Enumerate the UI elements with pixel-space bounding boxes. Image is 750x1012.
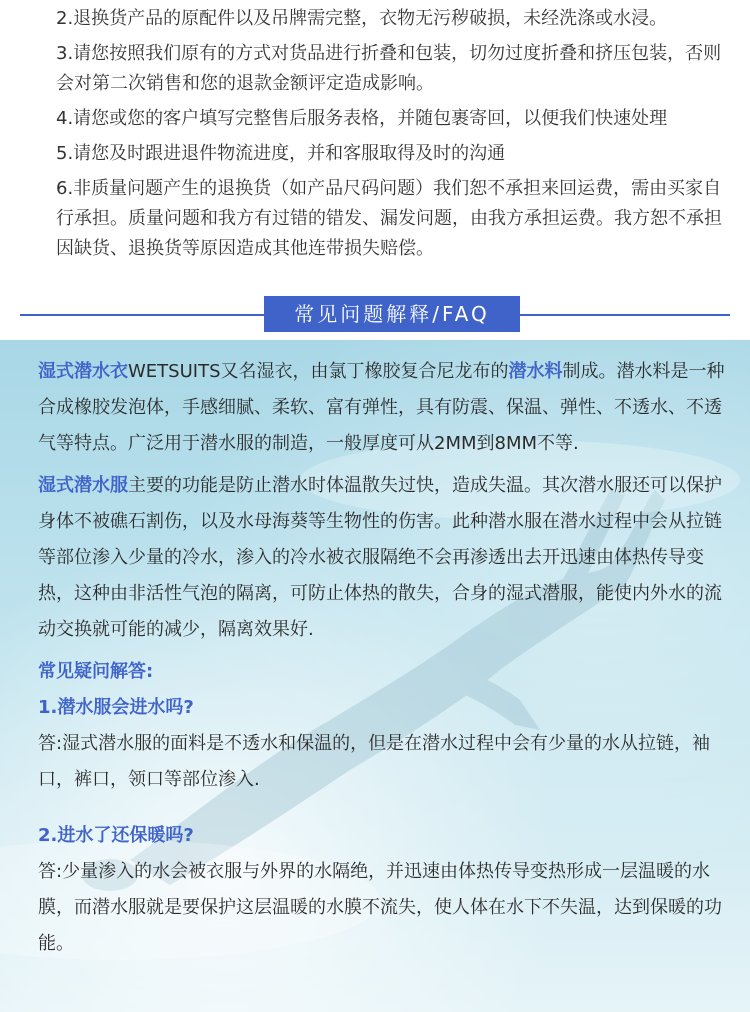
policy-item: 5.请您及时跟进退件物流进度，并和客服取得及时的沟通 [56, 143, 506, 164]
faq-section [0, 340, 750, 1012]
question-2: 2.进水了还保暖吗? [38, 825, 194, 846]
policy-item: 6.非质量问题产生的退换货（如产品尺码问题）我们恕不承担来回运费，需由买家自行承担。质量问题和我方有过错的错发、漏发问题，由我方承担运费。我方恕不承担因缺货、退换货等原因造成其他连带损失赔偿。 [56, 178, 722, 259]
faq-paragraph-wetsuit [38, 354, 728, 462]
policy-item: 4.请您或您的客户填写完整售后服务表格，并随包裹寄回，以便我们快速处理 [56, 108, 668, 129]
policy-section [0, 0, 750, 340]
policy-item: 3.请您按照我们原有的方式对货品进行折叠和包装，切勿过度折叠和挤压包装，否则会对第二次销售和您的退款金额评定造成影响。 [56, 43, 722, 94]
paragraph-text: 制成。潜水料是一种合成橡胶发泡体，手感细腻、柔软、富有弹性，具有防震、保温、弹性、不透水、不透气等特点。广泛用于潜水服的制造，一般厚度可从2MM到8MM不等. [38, 361, 725, 454]
faq-content [38, 354, 728, 968]
paragraph-text: 主要的功能是防止潜水时体温散失过快，造成失温。其次潜水服还可以保护身体不被礁石割伤，以及水母海葵等生物性的伤害。此种潜水服在潜水过程中会从拉链等部位渗入少量的冷水，渗入的冷水被衣服隔绝不会再渗透出去开迅速由体热传导变热，这种由非活性气泡的隔离，可防止体热的散失，合身的湿式潜服，能使内外水的流动交换就可能的减少，隔离效果好. [38, 475, 722, 640]
question-1: 1.潜水服会进水吗? [38, 697, 194, 718]
answer-1: 答:湿式潜水服的面料是不透水和保温的，但是在潜水过程中会有少量的水从拉链，袖口，裤口，领口等部位渗入. [38, 733, 711, 790]
answer-2: 答:少量渗入的水会被衣服与外界的水隔绝，并迅速由体热传导变热形成一层温暖的水膜，而潜水服就是要保护这层温暖的水膜不流失，使人体在水下不失温，达到保暖的功能。 [38, 861, 722, 954]
faq-paragraph-function [38, 468, 728, 648]
highlight-wetsuit: 湿式潜水衣 [38, 361, 128, 382]
highlight-diving-material: 潜水料 [508, 361, 563, 382]
policy-list [56, 4, 726, 269]
highlight-wetsuit-garment: 湿式潜水服 [38, 475, 128, 496]
policy-item: 2.退换货产品的原配件以及吊牌需完整，衣物无污秽破损，未经洗涤或水浸。 [56, 8, 668, 29]
faq-section-title: 常见问题解释/FAQ [264, 296, 520, 332]
qa-heading: 常见疑问解答: [38, 661, 154, 682]
paragraph-text: WETSUITS又名湿衣，由氯丁橡胶复合尼龙布的 [128, 361, 509, 382]
